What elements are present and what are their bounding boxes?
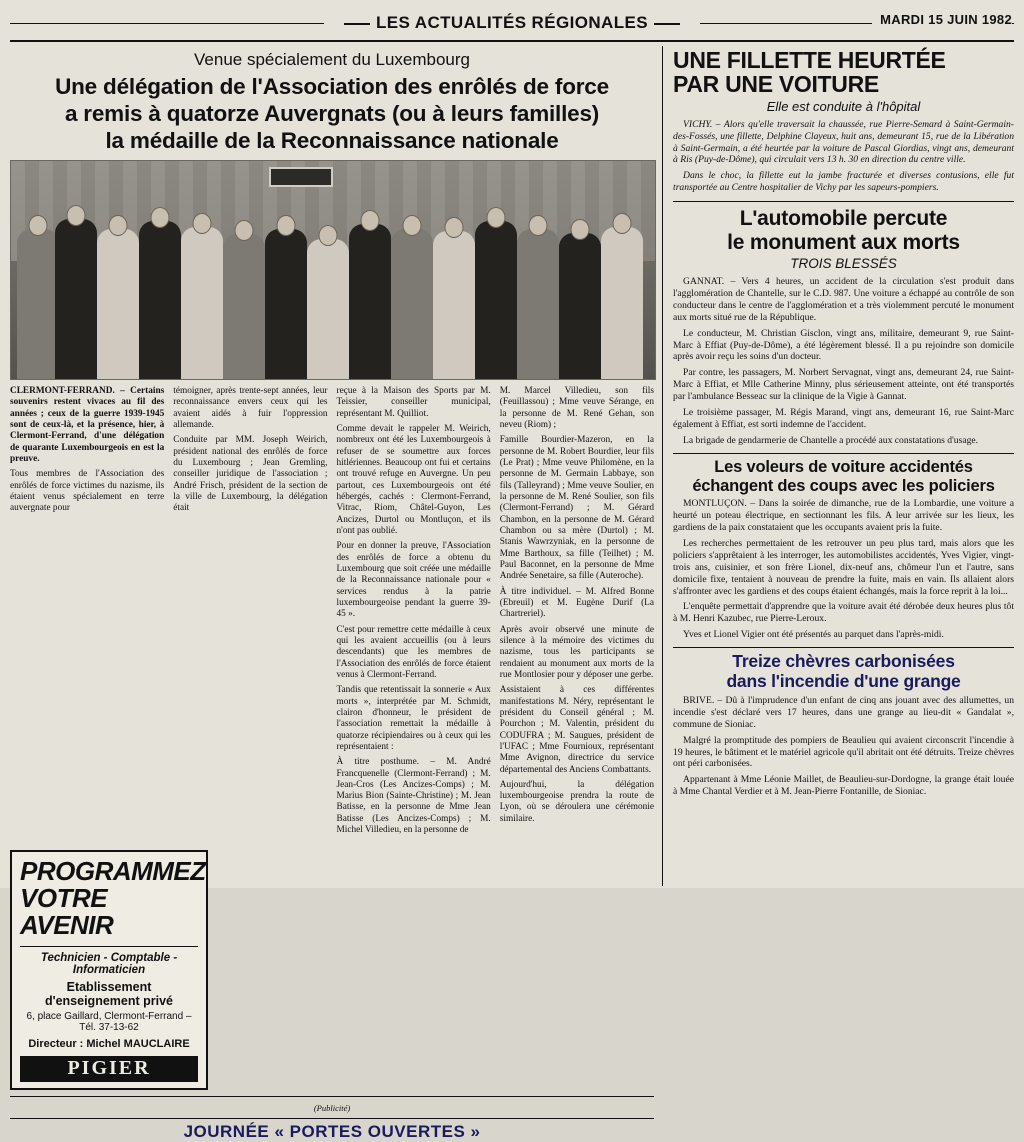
- paragraph: témoigner, après trente-sept années, leur reconnaissance envers ceux qui les avaient aidés à fuir l'oppression allemande.: [173, 386, 328, 430]
- paragraph: Les recherches permettaient de les retrouver un peu plus tard, mais alors que les policiers s'apprêtaient à les interroger, les automobilistes accidentés, Yves Vigier, vingt-trois ans, cuisinier, et son frère Lionel, dix-neuf ans, chômeur l'un et l'autre, sans domicile fixe, tentaient à nouveau de prendre la fuite, mais en vain. Ils allaient alors s'affronter avec les gardiens et des coups étaient échangés, mais la force reprit à la loi...: [673, 537, 1014, 597]
- article-column-4: [500, 386, 654, 840]
- article-1-headline-line-1: UNE FILLETTE HEURTÉE: [673, 47, 946, 73]
- paragraph: Aujourd'hui, la délégation luxembourgeoise prendra la route de Lyon, où se déroulera une cérémonie similaire.: [499, 779, 654, 824]
- article-2-body: [673, 276, 1014, 447]
- paragraph: Malgré la promptitude des pompiers de Beaulieu qui avaient circonscrit l'incendie à 19 heures, le bâtiment et le matériel agricole qu'il abritait ont été détruits. Treize chèvres ont péri carbonisées.: [673, 734, 1014, 770]
- paragraph: Tandis que retentissait la sonnerie « Aux morts », interprétée par M. Schmidt, clairon d'honneur, le président de l'association remettait la médaille à quatorze récipiendaires ou à ceux qui les représentaient :: [336, 685, 491, 752]
- photo-figure-head: [571, 219, 590, 240]
- photo-figure: [265, 229, 307, 379]
- paragraph: Par contre, les passagers, M. Norbert Servagnat, vingt ans, demeurant 24, rue Saint-Marc à Effiat, et Mlle Catherine Minny, plus sérieusement atteinte, ont été transportés par l'ambulance Besseac sur la clinique de la Vigie à Gannat.: [673, 367, 1014, 403]
- paragraph: Tous membres de l'Association des enrôlés de force victimes du nazisme, ils étaient venus spécialement en terre auvergnate pour: [10, 469, 165, 514]
- advert-services: Technicien - Comptable - Informaticien: [40, 952, 178, 977]
- advert-headline: [20, 856, 206, 940]
- paragraph: Comme devait le rappeler M. Weirich, nombreux ont été les Luxembourgeois à refuser de se soumettre aux forces hitlériennes. Beaucoup ont fui et certains ont trouvé refuge en Auvergne. Un peu partout, ces Luxembourgeois ont été hébergés, cachés : Clermont-Ferrand, Vitrac, Riom, Châtel-Guyon, Les Ancizes, Durtol ou Montluçon, et ils n'ont pas oublié.: [336, 423, 491, 536]
- paragraph: M. Marcel Villedieu, son fils (Feuillassou) ; Mme veuve Sérange, en la personne de M. René Gehan, son neveu (Riom) ;: [499, 386, 654, 430]
- photo-figure-head: [277, 215, 296, 236]
- article-4-headline: [673, 652, 1014, 692]
- paragraph: Conduite par MM. Joseph Weirich, président national des enrôlés de force du Luxembourg ; Jean Gremling, conseiller juridique de l'association ; André Frisch, président de la section de la ville de Luxembourg, la délégation était: [173, 435, 328, 514]
- article-column-1: [10, 386, 164, 840]
- advert-divider: [20, 946, 198, 947]
- headline-line-2: a remis à quatorze Auvergnats (ou à leurs familles): [64, 101, 600, 126]
- advert-headline-line-1: PROGRAMMEZ: [20, 856, 206, 887]
- masthead-dash-right: [654, 23, 680, 25]
- advert-headline-line-2: VOTRE AVENIR: [20, 882, 114, 940]
- paragraph: Le conducteur, M. Christian Gisclon, vingt ans, militaire, demeurant 9, rue Saint-Marc à Effiat (Puy-de-Dôme), a été légèrement blessé. Il a pu rejoindre son domicile après avoir reçu les soins d'un docteur.: [673, 327, 1014, 363]
- masthead-title: [324, 13, 700, 33]
- paragraph: GANNAT. – Vers 4 heures, un accident de la circulation s'est produit dans l'agglomération de Chantelle, sur le C.D. 987. Une voiture a échappé au contrôle de son conducteur dans le centre de l'agglomération et a très violemment percuté le monument aux morts situé rue de la République.: [673, 276, 1014, 323]
- paragraph: À titre individuel. – M. Alfred Bonne (Ebreuil) et M. Eugène Durif (La Chartreriel).: [499, 586, 654, 620]
- photo-figure-head: [29, 215, 48, 236]
- article-photo: [10, 160, 656, 380]
- photo-figure: [181, 227, 223, 379]
- paragraph: BRIVE. – Dû à l'imprudence d'un enfant de cinq ans jouant avec des allumettes, un incendie s'est déclaré vers 17 heures, dans une grange au lieu-dit « Gandalat », commune de Sioniac.: [673, 694, 1014, 730]
- article-kicker: Venue spécialement du Luxembourg: [194, 50, 470, 69]
- right-column-zone: [663, 46, 1014, 886]
- article-1-body: [673, 119, 1014, 194]
- advert-row: [10, 844, 654, 1090]
- photo-figure-head: [319, 225, 338, 246]
- masthead-title-text: LES ACTUALITÉS RÉGIONALES: [376, 13, 648, 32]
- photo-figure: [307, 239, 349, 379]
- advert-address: 6, place Gaillard, Clermont-Ferrand – Tél. 37-13-62: [26, 1011, 192, 1034]
- article-2-subhead: TROIS BLESSÉS: [790, 256, 897, 272]
- left-bottom-divider: [10, 1096, 654, 1097]
- photo-figure: [391, 229, 433, 379]
- article-1-subhead: Elle est conduite à l'hôpital: [766, 98, 921, 114]
- article-3-headline-line-1: Les voleurs de voiture accidentés: [714, 457, 973, 476]
- article-2-headline-line-2: le monument aux morts: [727, 230, 960, 254]
- section-divider: [673, 201, 1014, 202]
- article-3-headline-line-2: échangent des coups avec les policiers: [692, 476, 995, 495]
- paragraph: À titre posthume. – M. André Francquenelle (Clermont-Ferrand) ; M. Jean-Cros (Les Ancizes-Comps) ; M. Marius Bion (Sainte-Christine) ; M. Jean Batisse, en la personne de Mme Jean Batisse (Les Ancizes-Comps) ; M. Michel Villedieu, en la personne de: [336, 757, 491, 836]
- section-divider: [673, 453, 1014, 454]
- advert-logo: PIGIER: [20, 1056, 198, 1082]
- advert-director: Directeur : Michel MAUCLAIRE: [28, 1038, 190, 1051]
- article-2-headline-line-1: L'automobile percute: [739, 207, 948, 231]
- photo-sign: [269, 167, 333, 187]
- photo-figure: [559, 233, 601, 379]
- paragraph: Yves et Lionel Vigier ont été présentés au parquet dans l'après-midi.: [683, 629, 944, 641]
- section-divider: [673, 647, 1014, 648]
- photo-figure: [223, 234, 265, 379]
- photo-figure-head: [613, 213, 632, 234]
- headline-line-3: la médaille de la Reconnaissance nationale: [105, 128, 559, 153]
- masthead-dash-left: [344, 23, 370, 25]
- paragraph: Dans le choc, la fillette eut la jambe fracturée et diverses contusions, elle fut transportée au Centre hospitalier de Vichy par les sapeurs-pompiers.: [673, 170, 1014, 194]
- paragraph: Pour en donner la preuve, l'Association des enrôlés de force a obtenu du Luxembourg que soit créée une médaille de la Reconnaissance nationale pour « services rendus à la patrie luxembourgeoise pendant la guerre 39-45 ».: [336, 541, 491, 620]
- photo-figure-head: [487, 207, 506, 228]
- pigier-advert[interactable]: [10, 850, 208, 1090]
- article-body-columns: [10, 386, 654, 840]
- paragraph: CLERMONT-FERRAND. – Certains souvenirs restent vivaces au fil des années ; ceux de la guerre 1939-1945 sont de ceux-là, et la présence, hier, à Clermont-Ferrand, d'une délégation de quarante Luxembourgeois en est la preuve.: [10, 386, 165, 464]
- photo-figure: [17, 229, 59, 379]
- photo-figure-head: [151, 207, 170, 228]
- photo-figure: [97, 229, 139, 379]
- article-headline: [10, 73, 654, 154]
- left-column-zone: [10, 46, 663, 1142]
- photo-figure-head: [529, 215, 548, 236]
- advert-school-kind: Etablissement d'enseignement privé: [44, 980, 173, 1009]
- publicity-label: (Publicité): [313, 1103, 351, 1114]
- photo-figure-head: [235, 220, 254, 241]
- headline-line-1: Une délégation de l'Association des enrôlés de force: [55, 74, 609, 99]
- paragraph: Famille Bourdier-Mazeron, en la personne de M. Robert Bourdier, leur fils (Le Prat) ; Mme veuve Philomène, en la personne de M. Germain Labbaye, son fils (Talleyrand) ; Mme veuve Soulier, en la personne de M. René Soulier, son fils (Clermont-Ferrand) ; M. Gérard Chambon, en la personne de M. Gérard Chambon ou sa mère (Durtol) ; M. Stanis Wawrzyniak, en la personne de Mme Barthoux, sa fille (Teilhet) ; M. Paul Baconnet, en la personne de Mme Andrée Senetaire, sa fille (Auteroche).: [499, 435, 654, 582]
- paragraph: Appartenant à Mme Léonie Maillet, de Beaulieu-sur-Dordogne, la grange était louée à Mme Chantal Verdier et à M. Jean-Pierre Fontanille, de Sioniac.: [673, 774, 1014, 798]
- photo-figure-head: [445, 217, 464, 238]
- article-2-headline: [673, 207, 1014, 254]
- open-days-advert-title: JOURNÉE « PORTES OUVERTES »: [10, 1118, 654, 1142]
- paragraph: Le troisième passager, M. Régis Marand, vingt ans, demeurant 16, rue Saint-Marc également à Effiat, est sorti indemne de l'accident.: [673, 407, 1014, 430]
- article-3-headline: [673, 458, 1014, 496]
- article-column-2: [173, 386, 327, 840]
- photo-figure-head: [403, 215, 422, 236]
- photo-figure: [55, 219, 97, 379]
- article-4-headline-line-1: Treize chèvres carbonisées: [732, 651, 955, 672]
- article-1-headline: [673, 48, 1014, 97]
- photo-figure: [601, 227, 643, 379]
- paragraph: La brigade de gendarmerie de Chantelle a procédé aux constatations d'usage.: [683, 434, 979, 446]
- photo-figure: [349, 224, 391, 379]
- paragraph: Après avoir observé une minute de silence à la mémoire des victimes du nazisme, tous les participants se rendaient au monument aux morts de la rue Montlosier pour y déposer une gerbe.: [499, 624, 654, 680]
- photo-figure-head: [193, 213, 212, 234]
- article-4-body: [673, 695, 1014, 798]
- photo-figure: [475, 221, 517, 379]
- photo-figure-head: [361, 210, 380, 231]
- article-3-body: [673, 498, 1014, 641]
- paragraph: Assistaient à ces différentes manifestations M. Néry, représentant le président du Conseil général ; M. Pourchon ; M. Valentin, président du CODUFRA ; M. Saugues, président de l'UFAC ; Mme Fournioux, représentant Mme Avignon, directrice du service départemental des Anciens Combattants.: [499, 685, 654, 775]
- paragraph: C'est pour remettre cette médaille à ceux qui les avaient accueillis (ou à leurs descendants) que les membres de l'Association des enrôlés de force étaient venus à Clermont-Ferrand.: [336, 624, 491, 680]
- photo-figure: [433, 231, 475, 379]
- photo-figure-head: [109, 215, 128, 236]
- paragraph: reçue à la Maison des Sports par M. Teissier, conseiller municipal, représentant M. Quilliot.: [336, 386, 491, 419]
- paragraph: VICHY. – Alors qu'elle traversait la chaussée, rue Pierre-Semard à Saint-Germain-des-Fossés, une fillette, Delphine Clayeux, huit ans, demeurant 15, rue de la Libération à Saint-Germain, a été heurtée par la voiture de Pascal Giordias, vingt ans, demeurant à Ris (Puy-de-Dôme), qui circulait vers 13 h. 30 en direction du centre ville.: [673, 118, 1014, 166]
- masthead: [10, 6, 1014, 42]
- article-1-headline-line-2: PAR UNE VOITURE: [673, 71, 879, 98]
- body-grid: [10, 46, 1014, 1142]
- masthead-date: MARDI 15 JUIN 1982: [872, 12, 1012, 27]
- photo-figure: [139, 221, 181, 379]
- photo-figure: [517, 229, 559, 379]
- article-column-3: [337, 386, 491, 840]
- paragraph: L'enquête permettait d'apprendre que la voiture avait été dérobée deux heures plus tôt à M. Henri Kazubec, rue Pierre-Leroux.: [673, 601, 1014, 625]
- paragraph: MONTLUÇON. – Dans la soirée de dimanche, rue de la Lombardie, une voiture a heurté un poteau électrique, en sectionnant les fils. A leur arrivée sur les lieux, les gardiens de la paix constataient que les occupants avaient pris la fuite.: [673, 498, 1014, 534]
- photo-figure-head: [67, 205, 86, 226]
- article-4-headline-line-2: dans l'incendie d'une grange: [726, 671, 961, 692]
